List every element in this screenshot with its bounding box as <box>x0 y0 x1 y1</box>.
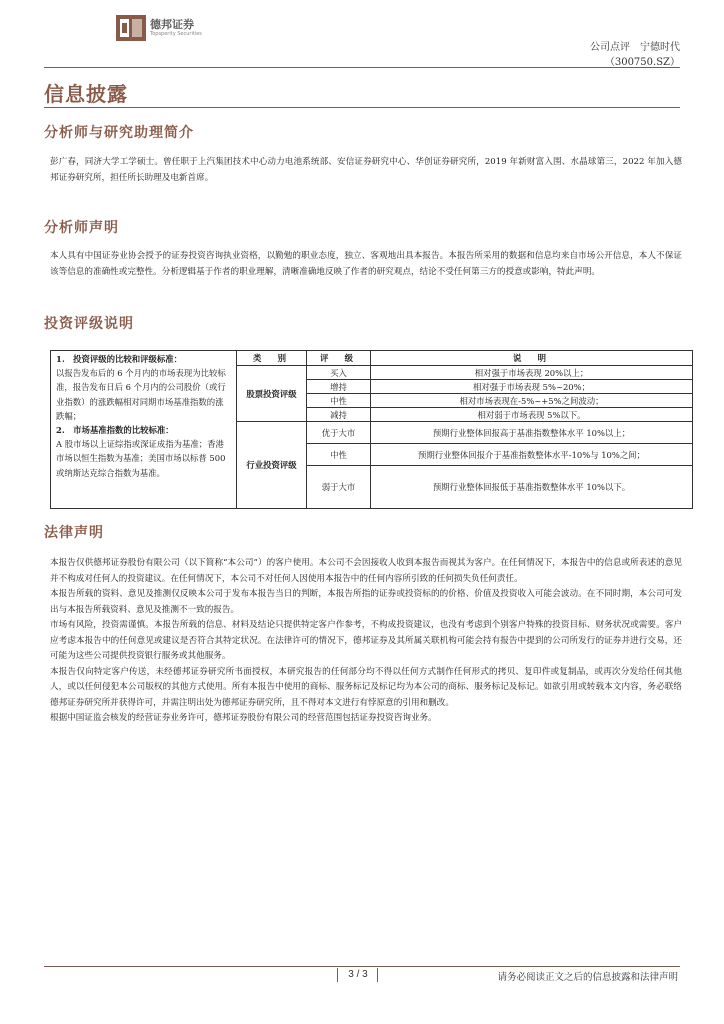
page-title: 信息披露 <box>44 82 128 106</box>
rating-cell: 弱于大市 <box>307 466 371 509</box>
standard-heading-1: 1. 投资评级的比较和评级标准： <box>56 354 182 364</box>
standard-text-2: A 股市场以上证综指或深证成指为基准；香港市场以恒生指数为基准；美国市场以标普 500 或纳斯达克综合指数为基准。 <box>56 439 226 478</box>
rating-table <box>50 350 693 509</box>
title-rule <box>44 107 680 108</box>
header-rule <box>44 67 680 68</box>
analyst-statement-text: 本人具有中国证券业协会授予的证券投资咨询执业资格，以勤勉的职业态度，独立、客观地出具本报告。本报告所采用的数据和信息均来自市场公开信息，本人不保证该等信息的准确性或完整性。分析逻辑基于作者的职业理解，清晰准确地反映了作者的研究观点，结论不受任何第三方的授意或影响，特此声明。 <box>50 251 682 277</box>
rating-cell: 中性 <box>307 444 371 466</box>
rating-cell: 减持 <box>307 408 371 422</box>
legal-paragraph: 市场有风险，投资需谨慎。本报告所载的信息、材料及结论只提供特定客户作参考，不构成投资建议，也没有考虑到个别客户特殊的投资目标、财务状况或需要。客户应考虑本报告中的任何意见或建议是否符合其特定状况。在法律许可的情况下，德邦证券及其所属关联机构可能会持有报告中提到的公司所发行的证券并进行交易，还可能为这些公司提供投资银行服务或其他服务。 <box>50 620 682 661</box>
legal-paragraph: 本报告仅向特定客户传送，未经德邦证券研究所书面授权，本研究报告的任何部分均不得以任何方式制作任何形式的拷贝、复印件或复制品，或再次分发给任何其他人，或以任何侵犯本公司版权的其他方式使用。所有本报告中使用的商标、服务标记及标记均为本公司的商标、服务标记及标记。如欲引用或转载本文内容，务必联络德邦证券研究所并获得许可，并需注明出处为德邦证券研究所，且不得对本文进行有悖原意的引用和删改。 <box>50 666 682 708</box>
rating-cell: 优于大市 <box>307 422 371 444</box>
desc-cell: 相对强于市场表现 5%~20%； <box>371 380 693 394</box>
desc-cell: 相对市场表现在-5%~+5%之间波动； <box>371 394 693 408</box>
legal-paragraph: 本报告仅供德邦证券股份有限公司（以下简称“本公司”）的客户使用。本公司不会因接收人收到本报告而视其为客户。在任何情况下，本报告中的信息或所表述的意见并不构成对任何人的投资建议。在任何情况下，本公司不对任何人因使用本报告中的任何内容所引致的任何损失负任何责任。 <box>50 558 682 584</box>
rating-cell: 买入 <box>307 366 371 380</box>
col-desc: 说 明 <box>371 351 693 366</box>
stock-category: 股票投资评级 <box>237 366 307 422</box>
footer-separator <box>377 968 378 982</box>
standard-heading-2: 2. 市场基准指数的比较标准： <box>56 425 174 436</box>
rating-cell: 中性 <box>307 394 371 408</box>
logo-en: Topsperity Securities <box>150 31 202 37</box>
desc-cell: 预期行业整体回报介于基准指数整体水平-10%与 10%之间； <box>371 444 693 466</box>
legal-paragraph: 根据中国证监会核发的经营证券业务许可，德邦证券股份有限公司的经营范围包括证券投资咨询业务。 <box>50 713 437 723</box>
analyst-intro-text: 彭广春，同济大学工学硕士。曾任职于上汽集团技术中心动力电池系统部、安信证券研究中心、华创证券研究所，2019 年新财富入围、水晶球第三，2022 年加入德邦证券研究所，担任所长助理及电新首席。 <box>50 157 682 183</box>
standard-text-1: 以报告发布后的 6 个月内的市场表现为比较标准，报告发布日后 6 个月内的公司股价（或行业指数）的涨跌幅相对同期市场基准指数的涨跌幅； <box>56 368 226 421</box>
legal-text <box>50 556 682 727</box>
page-number: 3 / 3 <box>348 969 368 980</box>
rating-standard-cell <box>51 351 237 509</box>
col-category: 类 别 <box>237 351 307 366</box>
company-logo <box>116 15 202 41</box>
rating-heading: 投资评级说明 <box>44 316 134 332</box>
analyst-statement-heading: 分析师声明 <box>44 220 119 236</box>
desc-cell: 预期行业整体回报低于基准指数整体水平 10%以下。 <box>371 466 693 509</box>
footer-rule <box>44 966 680 967</box>
desc-cell: 预期行业整体回报高于基准指数整体水平 10%以上； <box>371 422 693 444</box>
desc-cell: 相对强于市场表现 20%以上； <box>371 366 693 380</box>
industry-category: 行业投资评级 <box>237 422 307 509</box>
logo-cn: 德邦证券 <box>150 18 194 31</box>
stock-code: （300750.SZ） <box>604 57 680 68</box>
report-type: 公司点评 宁德时代 <box>590 42 680 53</box>
desc-cell: 相对弱于市场表现 5%以下。 <box>371 408 693 422</box>
rating-cell: 增持 <box>307 380 371 394</box>
footer-disclaimer: 请务必阅读正文之后的信息披露和法律声明 <box>497 972 678 983</box>
footer-separator <box>337 968 338 982</box>
legal-heading: 法律声明 <box>44 525 104 541</box>
table-header-row <box>51 351 693 366</box>
col-rating: 评 级 <box>307 351 371 366</box>
logo-mark-icon <box>116 15 146 41</box>
analyst-intro-heading: 分析师与研究助理简介 <box>44 125 194 141</box>
legal-paragraph: 本报告所载的资料、意见及推测仅反映本公司于发布本报告当日的判断，本报告所指的证券或投资标的的价格、价值及投资收入可能会波动。在不同时期，本公司可发出与本报告所载资料、意见及推测不一致的报告。 <box>50 589 682 615</box>
